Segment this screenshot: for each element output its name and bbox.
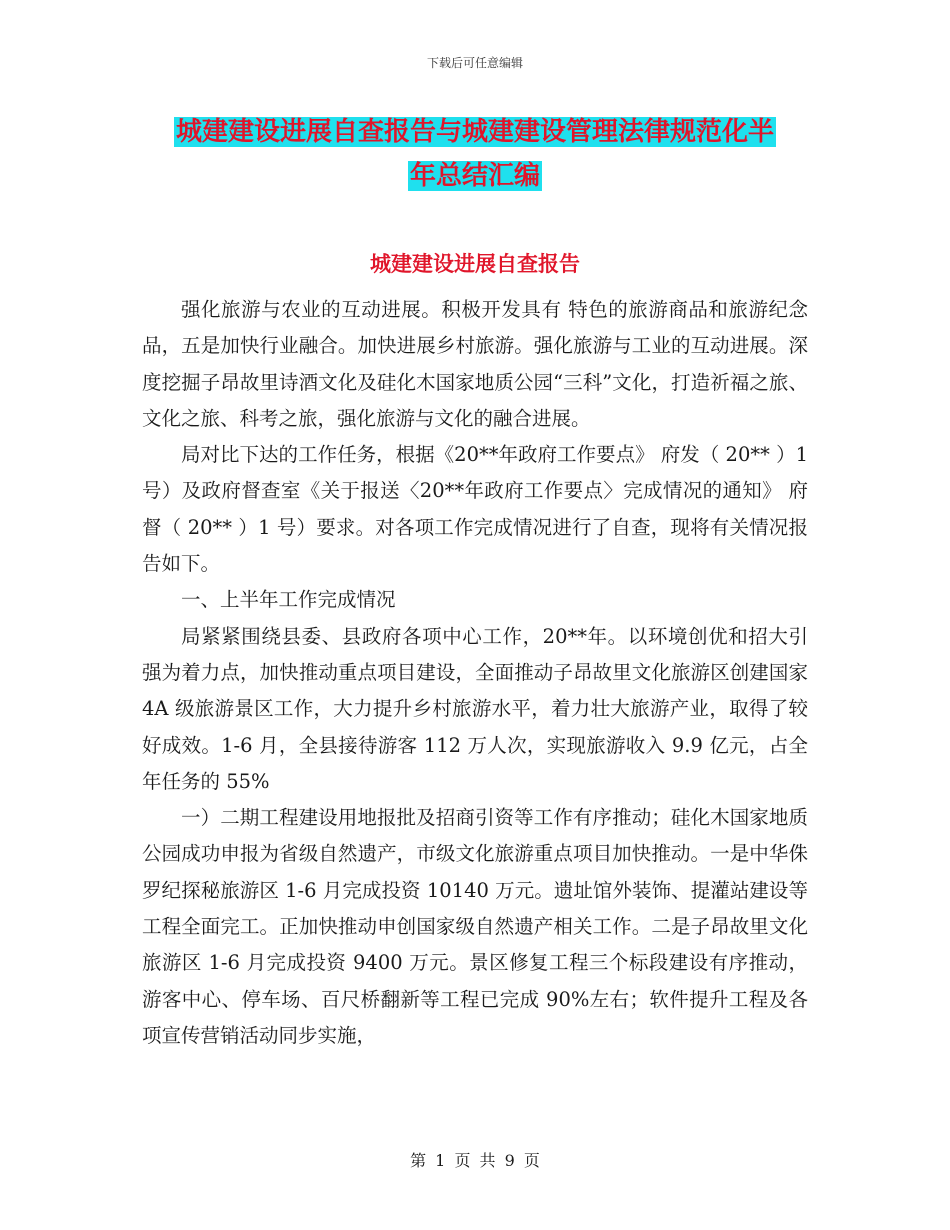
document-body [142, 292, 808, 1054]
paragraph: 一）二期工程建设用地报批及招商引资等工作有序推动；硅化木国家地质公园成功申报为省级自然遗产，市级文化旅游重点项目加快推动。一是中华侏罗纪探秘旅游区 1-6 月完成投资 10140 万元。遗址馆外装饰、提灌站建设等工程全面完工。正加快推动申创国家级自然遗产相关工作。二是子昂故里文化旅游区 1-6 月完成投资 9400 万元。景区修复工程三个标段建设有序推动，游客中心、停车场、百尺桥翻新等工程已完成 90%左右；软件提升工程及各项宣传营销活动同步实施， [142, 806, 808, 1047]
header-note: 下载后可任意编辑 [426, 56, 523, 70]
section-title: 城建建设进展自查报告 [370, 252, 580, 276]
document-title-line-1: 城建建设进展自查报告与城建建设管理法律规范化半 [175, 117, 774, 147]
paragraph: 局对比下达的工作任务，根据《20**年政府工作要点》 府发（ 20** ）1 号）及政府督查室《关于报送〈20**年政府工作要点〉完成情况的通知》 府督（ 20** ）1 号）要求。对各项工作完成情况进行了自查，现将有关情况报告如下。 [142, 443, 808, 576]
document-title-line-2: 年总结汇编 [409, 161, 540, 191]
document-title [0, 110, 950, 198]
page-footer: 第 1 页 共 9 页 [410, 1151, 540, 1170]
paragraph: 局紧紧围绕县委、县政府各项中心工作，20**年。以环境创优和招大引强为着力点，加快推动重点项目建设，全面推动子昂故里文化旅游区创建国家 4A 级旅游景区工作，大力提升乡村旅游水平，着力壮大旅游产业，取得了较好成效。1-6 月，全县接待游客 112 万人次，实现旅游收入 9.9 亿元，占全年任务的 55% [142, 624, 808, 793]
paragraph-heading: 一、上半年工作完成情况 [181, 588, 396, 612]
paragraph: 强化旅游与农业的互动进展。积极开发具有 特色的旅游商品和旅游纪念品，五是加快行业融合。加快进展乡村旅游。强化旅游与工业的互动进展。深度挖掘子昂故里诗酒文化及硅化木国家地质公园“三科”文化，打造祈福之旅、文化之旅、科考之旅，强化旅游与文化的融合进展。 [142, 298, 808, 430]
